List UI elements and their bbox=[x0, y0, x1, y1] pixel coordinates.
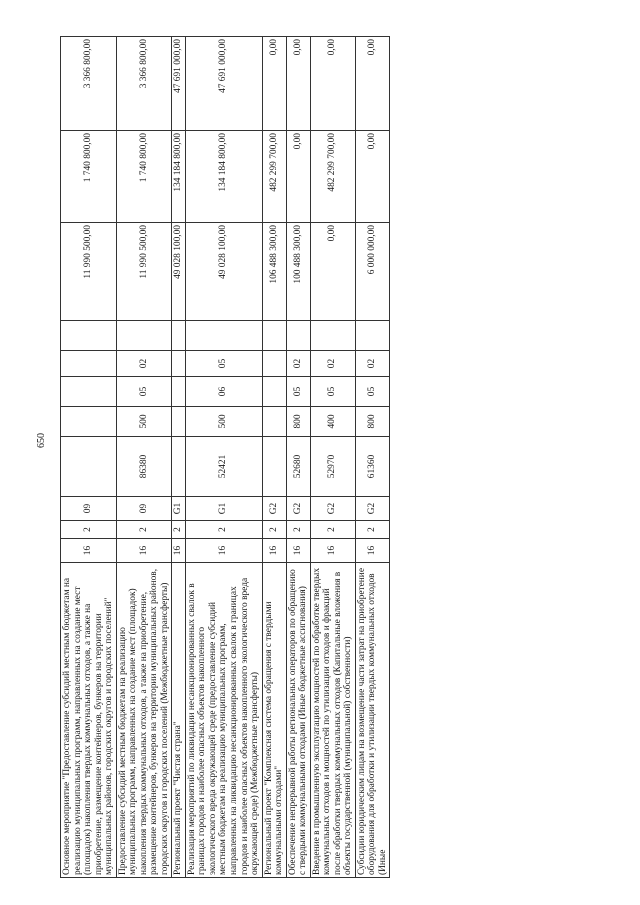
amount-cell: 134 184 800,00 bbox=[172, 131, 186, 223]
code-cell bbox=[172, 407, 186, 437]
amount-cell: 11 990 500,00 bbox=[116, 223, 172, 321]
code-cell bbox=[61, 407, 117, 437]
code-cell: 02 bbox=[310, 351, 355, 377]
code-cell: 52970 bbox=[310, 437, 355, 497]
code-cell: 400 bbox=[310, 407, 355, 437]
code-cell: 16 bbox=[116, 539, 172, 563]
code-cell bbox=[172, 437, 186, 497]
budget-table bbox=[60, 36, 390, 878]
code-cell: 2 bbox=[116, 521, 172, 539]
code-cell: 2 bbox=[185, 521, 262, 539]
amount-cell: 1 740 800,00 bbox=[61, 131, 117, 223]
code-cell bbox=[61, 321, 117, 351]
code-cell: 16 bbox=[310, 539, 355, 563]
row-name: Основное мероприятие "Предоставление субсидий местным бюджетам на реализацию муниципальных программ, направленных на создание мест (площадок) накопления твердых коммунальных отходов, а также на приобретение, размещение контейнеров, бункеров на территории муниципальных районов, городских округов и городских поселений" bbox=[61, 563, 117, 878]
amount-cell: 0,00 bbox=[355, 37, 390, 131]
code-cell: 52421 bbox=[185, 437, 262, 497]
code-cell: 16 bbox=[61, 539, 117, 563]
amount-cell: 3 366 800,00 bbox=[61, 37, 117, 131]
code-cell: 02 bbox=[286, 351, 310, 377]
table-row bbox=[172, 37, 186, 878]
code-cell: G2 bbox=[310, 497, 355, 521]
amount-cell: 49 028 100,00 bbox=[185, 223, 262, 321]
code-cell: G1 bbox=[172, 497, 186, 521]
code-cell bbox=[185, 321, 262, 351]
amount-cell: 3 366 800,00 bbox=[116, 37, 172, 131]
code-cell: 2 bbox=[286, 521, 310, 539]
code-cell: 05 bbox=[310, 377, 355, 407]
code-cell bbox=[262, 351, 286, 377]
table-row bbox=[355, 37, 390, 878]
code-cell: 05 bbox=[185, 351, 262, 377]
amount-cell: 482 299 700,00 bbox=[262, 131, 286, 223]
amount-cell: 47 691 000,00 bbox=[172, 37, 186, 131]
code-cell bbox=[262, 437, 286, 497]
code-cell: 52680 bbox=[286, 437, 310, 497]
table-row bbox=[286, 37, 310, 878]
table-row bbox=[185, 37, 262, 878]
code-cell bbox=[116, 321, 172, 351]
code-cell: 05 bbox=[355, 377, 390, 407]
code-cell: 800 bbox=[286, 407, 310, 437]
code-cell: 2 bbox=[355, 521, 390, 539]
amount-cell: 49 028 100,00 bbox=[172, 223, 186, 321]
amount-cell: 0,00 bbox=[262, 37, 286, 131]
row-name: Региональный проект "Комплексная система обращения с твердыми коммунальными отходами" bbox=[262, 563, 286, 878]
code-cell: 16 bbox=[185, 539, 262, 563]
code-cell: 86380 bbox=[116, 437, 172, 497]
code-cell: 16 bbox=[286, 539, 310, 563]
row-name: Реализация мероприятий по ликвидации несанкционированных свалок в границах городов и наиболее опасных объектов накопленного экологического вреда окружающей среде (предоставление субсидий местным бюджетам на реализацию муниципальных программ, направленных на ликвидацию несанкционированных свалок в границах городов и наиболее опасных объектов накопленного экологического вреда окружающей среде) (Межбюджетные трансферты) bbox=[185, 563, 262, 878]
amount-cell: 100 488 300,00 bbox=[286, 223, 310, 321]
code-cell: 2 bbox=[310, 521, 355, 539]
code-cell: 05 bbox=[116, 377, 172, 407]
code-cell bbox=[262, 377, 286, 407]
amount-cell: 0,00 bbox=[310, 37, 355, 131]
code-cell: G2 bbox=[262, 497, 286, 521]
row-name: Субсидии юридическим лицам на возмещение части затрат на приобретение оборудования для обработки и утилизации твердых коммунальных отходов (Иные bbox=[355, 563, 390, 878]
code-cell: 16 bbox=[262, 539, 286, 563]
page-number: 650 bbox=[36, 433, 47, 448]
amount-cell: 106 488 300,00 bbox=[262, 223, 286, 321]
table-row bbox=[310, 37, 355, 878]
code-cell bbox=[61, 351, 117, 377]
row-name: Региональный проект "Чистая страна" bbox=[172, 563, 186, 878]
amount-cell: 11 990 500,00 bbox=[61, 223, 117, 321]
code-cell: 500 bbox=[185, 407, 262, 437]
amount-cell: 47 691 000,00 bbox=[185, 37, 262, 131]
code-cell bbox=[262, 407, 286, 437]
code-cell bbox=[355, 321, 390, 351]
row-name: Предоставление субсидий местным бюджетам на реализацию муниципальных программ, направленных на создание мест (площадок) накопления твердых коммунальных отходов, а также на приобретение, размещение контейнеров, бункеров на территории муниципальных районов, городских округов и городских поселений (Межбюджетные трансферты) bbox=[116, 563, 172, 878]
code-cell: 02 bbox=[355, 351, 390, 377]
table-row bbox=[116, 37, 172, 878]
code-cell: 16 bbox=[355, 539, 390, 563]
code-cell: 06 bbox=[185, 377, 262, 407]
amount-cell: 482 299 700,00 bbox=[310, 131, 355, 223]
row-name: Обеспечение непрерывной работы региональных операторов по обращению с твердыми коммунальными отходами (Иные бюджетные ассигнования) bbox=[286, 563, 310, 878]
code-cell bbox=[61, 437, 117, 497]
code-cell: G2 bbox=[355, 497, 390, 521]
code-cell: 2 bbox=[262, 521, 286, 539]
code-cell bbox=[286, 321, 310, 351]
code-cell bbox=[262, 321, 286, 351]
amount-cell: 1 740 800,00 bbox=[116, 131, 172, 223]
budget-table-rotated bbox=[60, 37, 622, 878]
code-cell: 16 bbox=[172, 539, 186, 563]
code-cell: 09 bbox=[61, 497, 117, 521]
row-name: Введение в промышленную эксплуатацию мощностей по обработке твердых коммунальных отходов и мощностей по утилизации отходов и фракций после обработки твердых коммунальных отходов (Капитальные вложения в объекты государственной (муниципальной) собственности) bbox=[310, 563, 355, 878]
code-cell bbox=[172, 321, 186, 351]
amount-cell: 0,00 bbox=[355, 131, 390, 223]
code-cell bbox=[61, 377, 117, 407]
table-row bbox=[262, 37, 286, 878]
amount-cell: 6 000 000,00 bbox=[355, 223, 390, 321]
code-cell: 2 bbox=[172, 521, 186, 539]
code-cell: 02 bbox=[116, 351, 172, 377]
code-cell: 61360 bbox=[355, 437, 390, 497]
amount-cell: 0,00 bbox=[286, 131, 310, 223]
code-cell: 800 bbox=[355, 407, 390, 437]
code-cell bbox=[172, 351, 186, 377]
amount-cell: 0,00 bbox=[286, 37, 310, 131]
code-cell: G2 bbox=[286, 497, 310, 521]
table-row bbox=[61, 37, 117, 878]
code-cell: 500 bbox=[116, 407, 172, 437]
code-cell bbox=[310, 321, 355, 351]
code-cell: G1 bbox=[185, 497, 262, 521]
code-cell: 09 bbox=[116, 497, 172, 521]
amount-cell: 134 184 800,00 bbox=[185, 131, 262, 223]
code-cell: 05 bbox=[286, 377, 310, 407]
amount-cell: 0,00 bbox=[310, 223, 355, 321]
code-cell bbox=[172, 377, 186, 407]
code-cell: 2 bbox=[61, 521, 117, 539]
